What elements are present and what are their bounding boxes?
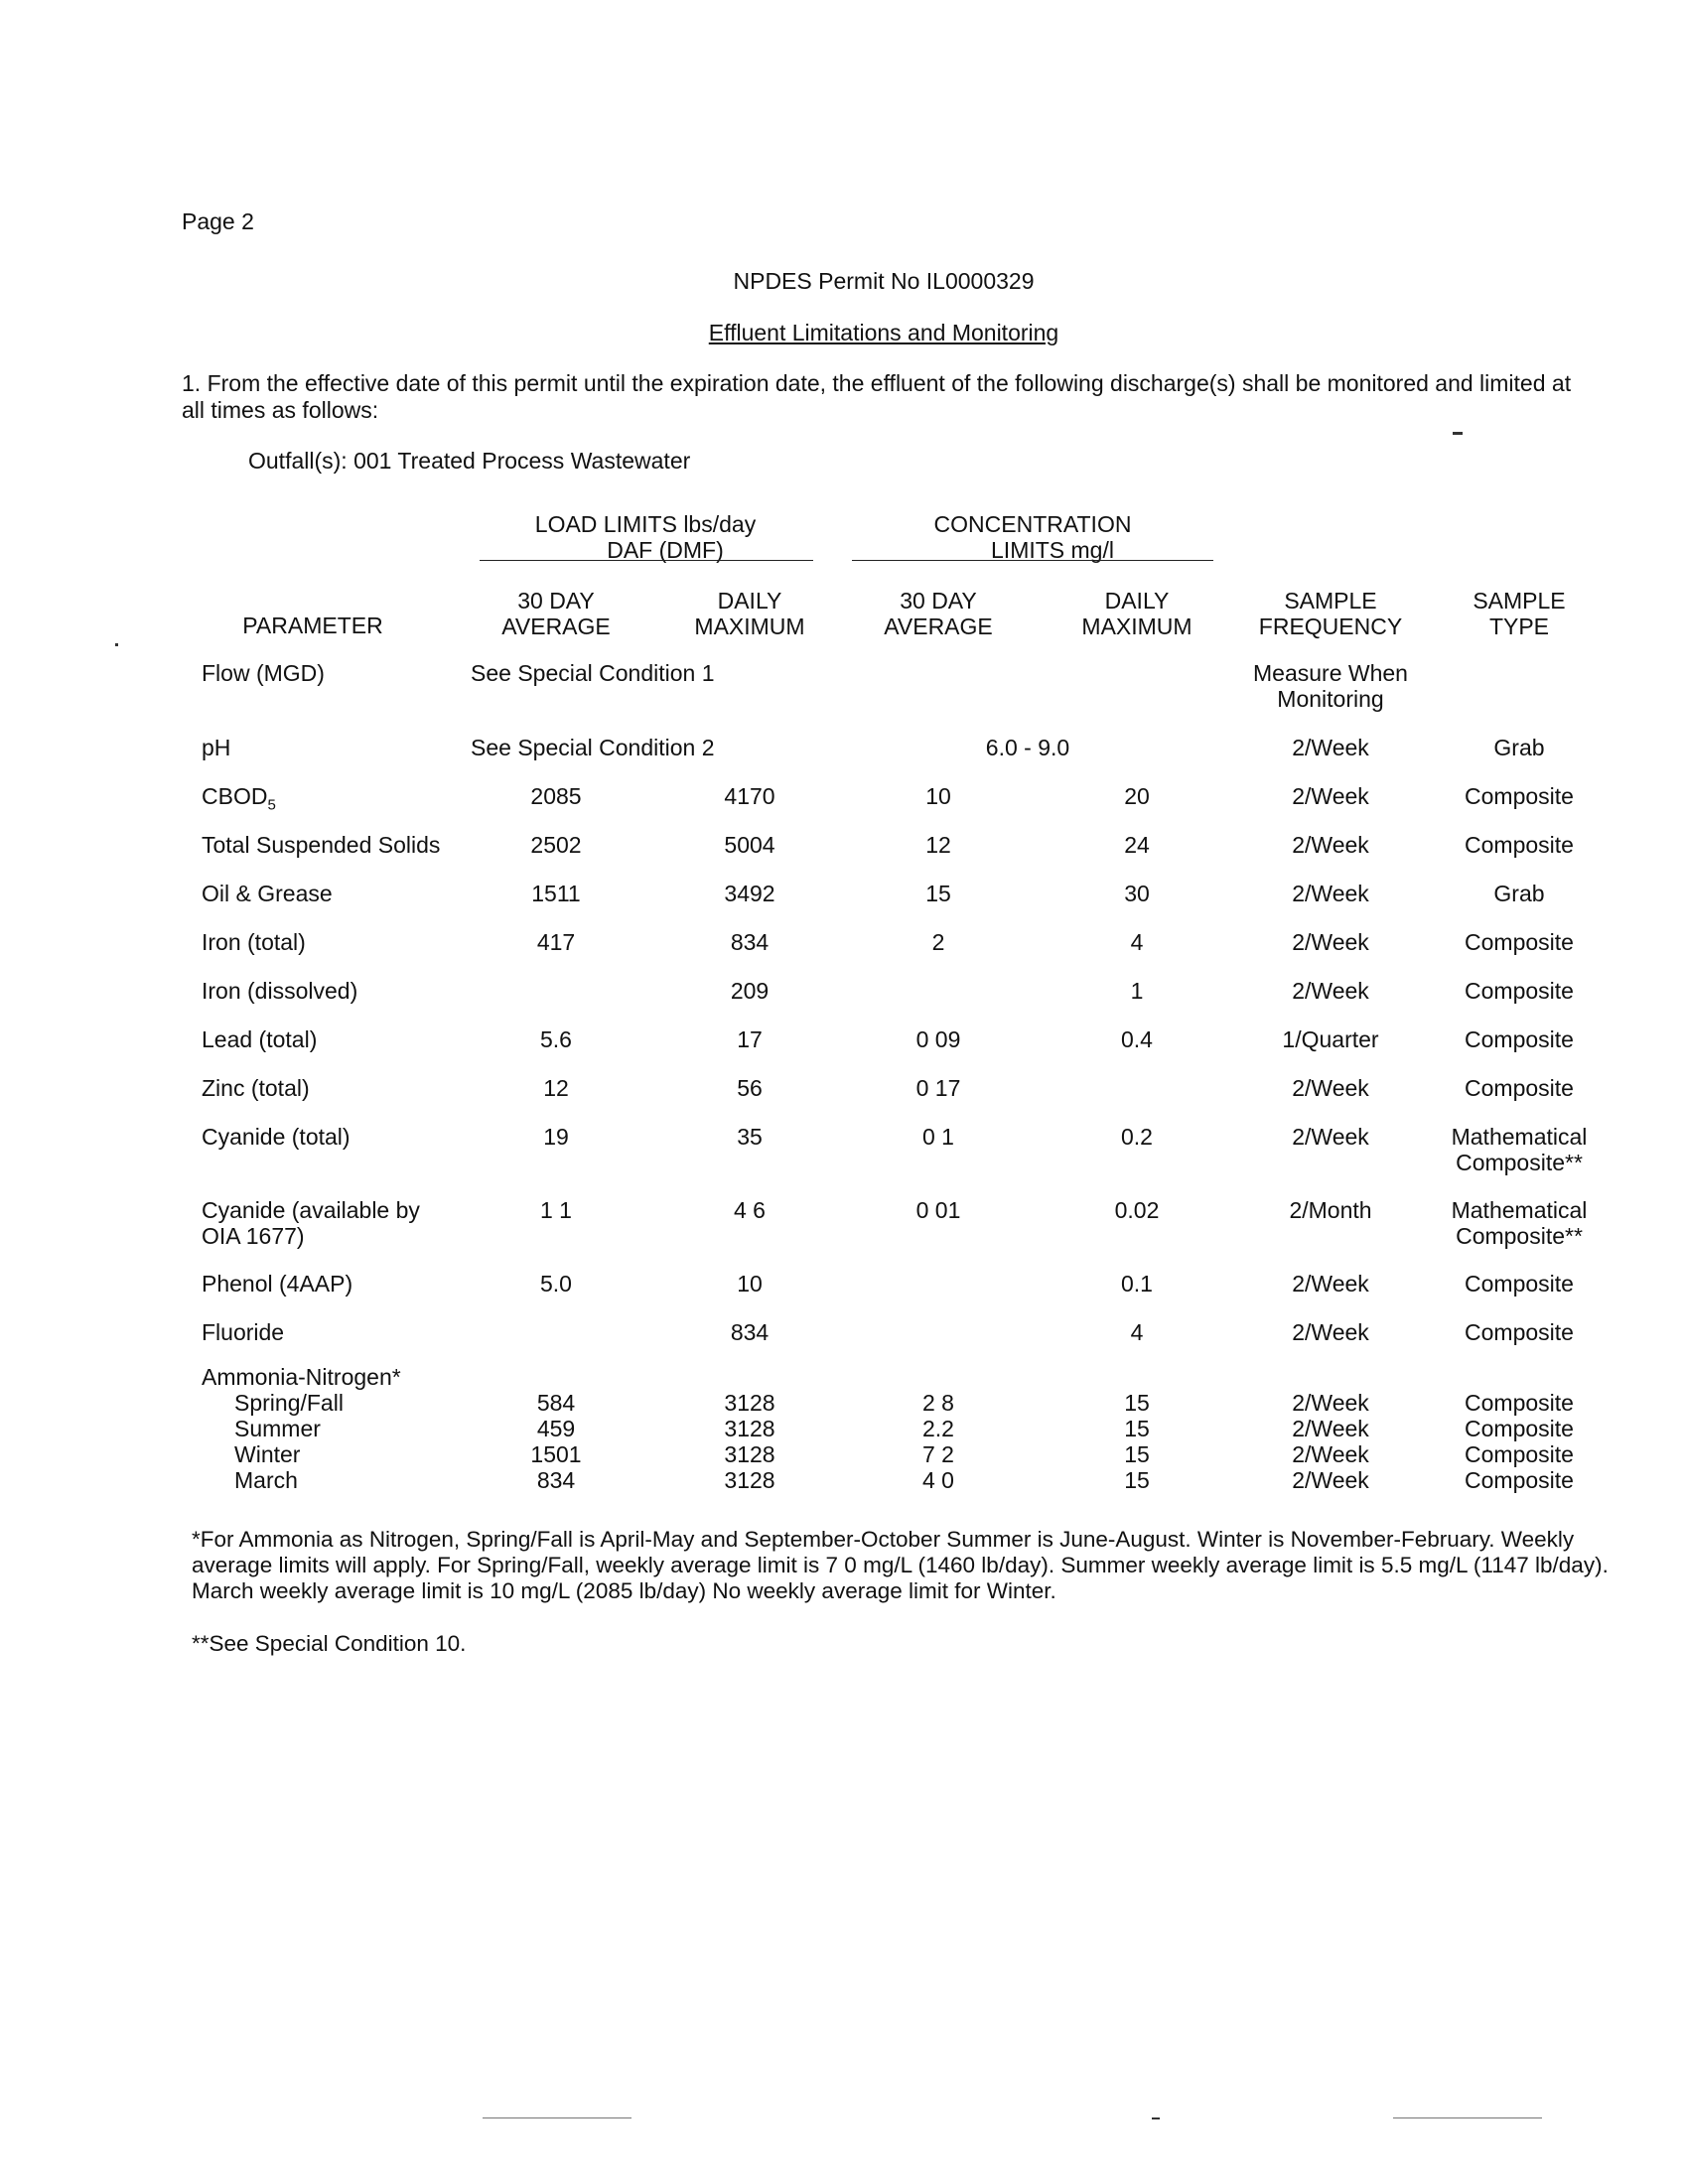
cell-load-max: 834 bbox=[730, 1319, 770, 1345]
cell-type: Composite bbox=[1465, 1075, 1574, 1101]
col-header-text: MAXIMUM bbox=[1081, 614, 1193, 639]
cell-type: Grab bbox=[1493, 735, 1545, 760]
cell-frequency: 2/Week bbox=[1292, 1124, 1369, 1150]
cell-load-avg: 584 bbox=[536, 1390, 576, 1416]
cell-load-avg: 1501 bbox=[530, 1441, 582, 1467]
ammonia-parameter: Ammonia-Nitrogen* bbox=[202, 1364, 401, 1390]
parameter-name: Iron (total) bbox=[202, 929, 306, 955]
cell-conc-max: 24 bbox=[1124, 832, 1150, 858]
col-header-text: AVERAGE bbox=[501, 614, 611, 639]
cell-frequency: 2/Month bbox=[1289, 1197, 1372, 1223]
load-limits-rule bbox=[480, 560, 813, 561]
flow-load-note: See Special Condition 1 bbox=[471, 660, 715, 686]
footnote-special-condition: **See Special Condition 10. bbox=[192, 1631, 467, 1656]
cell-frequency: 2/Week bbox=[1292, 1075, 1369, 1101]
parameter-name: $CBOD_5$ bbox=[202, 783, 276, 814]
cell-conc-max: 4 bbox=[1130, 929, 1144, 955]
cell-load-max: 35 bbox=[737, 1124, 763, 1150]
col-header-text: MAXIMUM bbox=[694, 614, 805, 639]
col-header-frequency bbox=[1241, 588, 1420, 639]
cell-conc-avg: 15 bbox=[925, 881, 951, 906]
cell-type: Composite bbox=[1465, 783, 1574, 809]
parameter-name: Fluoride bbox=[202, 1319, 285, 1345]
cell-conc-max: 4 bbox=[1130, 1319, 1144, 1345]
cell-conc-avg: 2 8 bbox=[922, 1390, 954, 1416]
cell-load-max: 56 bbox=[737, 1075, 763, 1101]
parameter-name: pH bbox=[202, 735, 231, 760]
cell-frequency: 2/Week bbox=[1292, 881, 1369, 906]
col-header-text: 30 DAY bbox=[517, 588, 595, 614]
cell-conc-max: 0.02 bbox=[1114, 1197, 1160, 1223]
load-limits-subtitle: DAF (DMF) bbox=[607, 537, 724, 563]
cell-type: Composite bbox=[1465, 1441, 1574, 1467]
scan-speck bbox=[483, 2117, 632, 2118]
scan-speck bbox=[1152, 2117, 1160, 2119]
col-header-text: DAILY bbox=[1104, 588, 1170, 614]
cell-frequency: 2/Week bbox=[1292, 1467, 1369, 1493]
cell-frequency: 2/Week bbox=[1292, 783, 1369, 809]
cell-load-avg: 5.6 bbox=[540, 1026, 572, 1052]
section-title: Effluent Limitations and Monitoring bbox=[708, 320, 1059, 345]
cell-frequency: 2/Week bbox=[1292, 929, 1369, 955]
col-header-text: 30 DAY bbox=[900, 588, 977, 614]
col-header-text: AVERAGE bbox=[884, 614, 993, 639]
concentration-subtitle: LIMITS mg/l bbox=[991, 537, 1114, 563]
cell-conc-avg: 2 bbox=[931, 929, 945, 955]
cell-frequency: 2/Week bbox=[1292, 978, 1369, 1004]
parameter-name: Zinc (total) bbox=[202, 1075, 310, 1101]
cell-load-max: 834 bbox=[730, 929, 770, 955]
ammonia-season: Summer bbox=[234, 1416, 321, 1441]
cell-load-avg: 2085 bbox=[530, 783, 582, 809]
cell-conc-max: 15 bbox=[1124, 1416, 1150, 1441]
cell-type: Composite bbox=[1465, 1026, 1574, 1052]
col-header-conc-max bbox=[1052, 588, 1221, 639]
cell-load-max: 3128 bbox=[724, 1467, 775, 1493]
parameter-name: Oil & Grease bbox=[202, 881, 333, 906]
cell-load-max: 3128 bbox=[724, 1390, 775, 1416]
cell-frequency: 2/Week bbox=[1292, 832, 1369, 858]
cell-conc-max: 15 bbox=[1124, 1441, 1150, 1467]
cell-load-max: 3128 bbox=[724, 1416, 775, 1441]
parameter-name: Cyanide (available by OIA 1677) bbox=[202, 1197, 420, 1249]
ph-load-note: See Special Condition 2 bbox=[471, 735, 715, 760]
cell-load-avg: 417 bbox=[536, 929, 576, 955]
cell-type: Composite bbox=[1465, 929, 1574, 955]
cell-load-avg: 459 bbox=[536, 1416, 576, 1441]
cell-conc-max: 15 bbox=[1124, 1467, 1150, 1493]
cell-load-avg: 12 bbox=[543, 1075, 569, 1101]
cell-type: Composite bbox=[1465, 1467, 1574, 1493]
col-header-text: DAILY bbox=[717, 588, 782, 614]
cell-conc-avg: 7 2 bbox=[922, 1441, 954, 1467]
cell-conc-max: 0.2 bbox=[1121, 1124, 1153, 1150]
cell-conc-avg: 0 09 bbox=[915, 1026, 961, 1052]
parameter-name: Iron (dissolved) bbox=[202, 978, 358, 1004]
cell-conc-avg: 0 01 bbox=[915, 1197, 961, 1223]
cell-frequency: 2/Week bbox=[1292, 1416, 1369, 1441]
cell-type: Composite bbox=[1465, 1416, 1574, 1441]
cell-frequency: 2/Week bbox=[1292, 1319, 1369, 1345]
cell-type: Mathematical Composite** bbox=[1451, 1197, 1588, 1249]
col-header-conc-avg bbox=[854, 588, 1023, 639]
concentration-rule bbox=[852, 560, 1213, 561]
cell-type: Composite bbox=[1465, 1319, 1574, 1345]
cell-load-avg: 5.0 bbox=[540, 1271, 572, 1297]
cell-load-max: 10 bbox=[737, 1271, 763, 1297]
ph-conc-range: 6.0 - 9.0 bbox=[985, 735, 1070, 760]
cell-load-avg: 2502 bbox=[530, 832, 582, 858]
scan-speck bbox=[1393, 2117, 1542, 2118]
cell-conc-max: 0.1 bbox=[1121, 1271, 1153, 1297]
cell-type: Composite bbox=[1465, 1390, 1574, 1416]
cell-load-max: 3492 bbox=[724, 881, 775, 906]
cell-conc-max: 1 bbox=[1130, 978, 1144, 1004]
cell-conc-avg: 2.2 bbox=[922, 1416, 954, 1441]
footnote-ammonia: *For Ammonia as Nitrogen, Spring/Fall is April-May and September-October Summer is June-August. Winter is November-February. Weekly average limits will apply. For Spring/Fall, weekly average limit is 7 0 mg/L (1460 lb/day). Summer weekly average limit is 5.5 mg/L (1147 lb/day). March weekly average limit is 10 mg/L (2085 lb/day) No weekly average limit for Winter. bbox=[192, 1527, 1609, 1603]
cell-conc-max: 15 bbox=[1124, 1390, 1150, 1416]
cell-load-max: 17 bbox=[737, 1026, 763, 1052]
cell-type: Grab bbox=[1493, 881, 1545, 906]
cell-type: Composite bbox=[1465, 978, 1574, 1004]
scan-speck bbox=[115, 643, 118, 646]
cell-load-max: 209 bbox=[730, 978, 770, 1004]
permit-number: NPDES Permit No IL0000329 bbox=[733, 268, 1035, 294]
ammonia-season: Winter bbox=[234, 1441, 301, 1467]
parameter-name: Phenol (4AAP) bbox=[202, 1271, 353, 1297]
parameter-name: Flow (MGD) bbox=[202, 660, 325, 686]
cell-frequency: 2/Week bbox=[1292, 735, 1369, 760]
cell-conc-avg: 12 bbox=[925, 832, 951, 858]
cell-conc-avg: 10 bbox=[925, 783, 951, 809]
cell-conc-max: 0.4 bbox=[1121, 1026, 1153, 1052]
outfall-label: Outfall(s): 001 Treated Process Wastewater bbox=[248, 448, 691, 474]
col-header-text: TYPE bbox=[1488, 614, 1550, 639]
col-header-text: FREQUENCY bbox=[1258, 614, 1403, 639]
cell-load-max: 3128 bbox=[724, 1441, 775, 1467]
cell-load-avg: 1511 bbox=[531, 881, 581, 906]
parameter-name: Cyanide (total) bbox=[202, 1124, 351, 1150]
col-header-type bbox=[1430, 588, 1609, 639]
page-number: Page 2 bbox=[182, 208, 254, 234]
col-header-text: SAMPLE bbox=[1284, 588, 1377, 614]
cell-type: Mathematical Composite** bbox=[1451, 1124, 1588, 1175]
cell-load-avg: 1 1 bbox=[540, 1197, 572, 1223]
intro-paragraph: 1. From the effective date of this permit until the expiration date, the effluent of the following discharge(s) shall be monitored and limited at all times as follows: bbox=[182, 370, 1572, 423]
cell-frequency: 2/Week bbox=[1292, 1441, 1369, 1467]
cell-load-max: 4 6 bbox=[734, 1197, 766, 1223]
cell-type: Composite bbox=[1465, 832, 1574, 858]
col-header-load-max bbox=[665, 588, 834, 639]
cell-load-max: 4170 bbox=[724, 783, 775, 809]
cell-load-avg: 19 bbox=[543, 1124, 569, 1150]
cell-frequency: 2/Week bbox=[1292, 1390, 1369, 1416]
cell-load-avg: 834 bbox=[536, 1467, 576, 1493]
parameter-name: Lead (total) bbox=[202, 1026, 318, 1052]
parameter-name: Total Suspended Solids bbox=[202, 832, 441, 858]
cell-conc-max: 20 bbox=[1124, 783, 1150, 809]
col-header-text: SAMPLE bbox=[1473, 588, 1566, 614]
cell-conc-avg: 4 0 bbox=[922, 1467, 954, 1493]
scan-speck bbox=[1453, 432, 1463, 435]
cell-frequency: Measure When Monitoring bbox=[1253, 660, 1408, 712]
ammonia-season: Spring/Fall bbox=[234, 1390, 344, 1416]
load-limits-header bbox=[482, 511, 809, 563]
col-header-parameter: PARAMETER bbox=[242, 613, 383, 638]
concentration-title: CONCENTRATION bbox=[933, 511, 1132, 537]
cell-conc-avg: 0 1 bbox=[922, 1124, 954, 1150]
ammonia-season: March bbox=[234, 1467, 298, 1493]
col-header-load-avg bbox=[472, 588, 640, 639]
cell-type: Composite bbox=[1465, 1271, 1574, 1297]
cell-conc-max: 30 bbox=[1124, 881, 1150, 906]
cell-conc-avg: 0 17 bbox=[915, 1075, 961, 1101]
cell-frequency: 2/Week bbox=[1292, 1271, 1369, 1297]
load-limits-title: LOAD LIMITS lbs/day bbox=[534, 511, 757, 537]
cell-frequency: 1/Quarter bbox=[1282, 1026, 1379, 1052]
concentration-header bbox=[854, 511, 1211, 563]
cell-load-max: 5004 bbox=[724, 832, 775, 858]
